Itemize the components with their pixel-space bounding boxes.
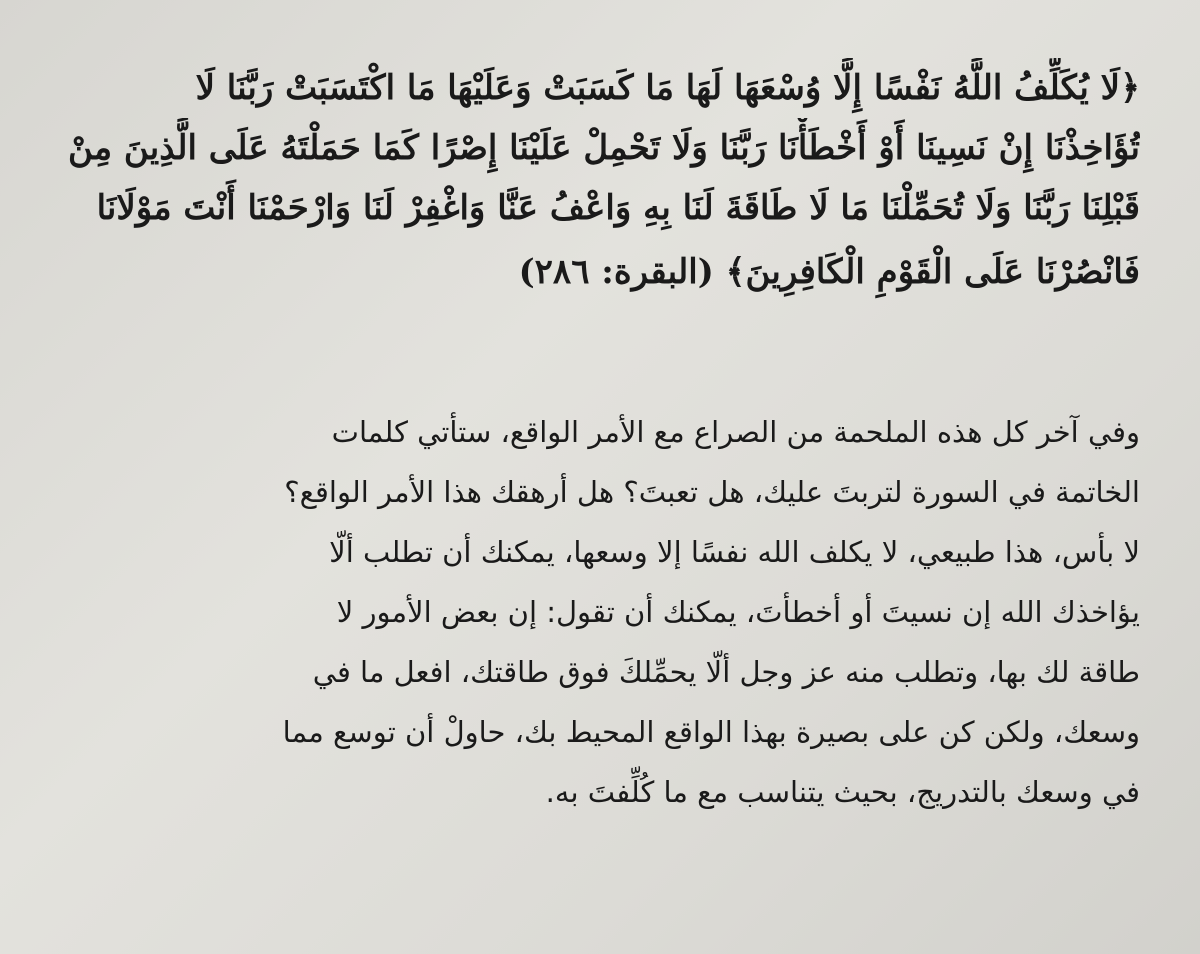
paragraph-line-1: وفي آخر كل هذه الملحمة من الصراع مع الأمر الواقع، ستأتي كلمات (331, 415, 1140, 449)
verse-line-4-text: فَانْصُرْنَا عَلَى الْقَوْمِ الْكَافِرِينَ﴾ (725, 252, 1140, 292)
verse-reference: (البقرة: ٢٨٦) (518, 252, 714, 292)
paragraph-line-5: طاقة لك بها، وتطلب منه عز وجل ألّا يحمِّلكَ فوق طاقتك، افعل ما في (312, 655, 1140, 689)
verse-line-1: ﴿لَا يُكَلِّفُ اللَّهُ نَفْسًا إِلَّا وُسْعَهَا لَهَا مَا كَسَبَتْ وَعَلَيْهَا مَا اكْتَسَبَتْ رَبَّنَا لَا (195, 68, 1140, 108)
commentary-paragraph (50, 402, 1140, 822)
paragraph-line-4: يؤاخذك الله إن نسيتَ أو أخطأتَ، يمكنك أن تقول: إن بعض الأمور لا (336, 595, 1140, 629)
verse-line-2: تُؤَاخِذْنَا إِنْ نَسِينَا أَوْ أَخْطَأْنَا رَبَّنَا وَلَا تَحْمِلْ عَلَيْنَا إِصْرًا كَمَا حَمَلْتَهُ عَلَى الَّذِينَ مِنْ (67, 128, 1140, 168)
quran-verse-block (50, 58, 1140, 302)
paragraph-line-3: لا بأس، هذا طبيعي، لا يكلف الله نفسًا إلا وسعها، يمكنك أن تطلب ألّا (329, 535, 1140, 569)
verse-line-3: قَبْلِنَا رَبَّنَا وَلَا تُحَمِّلْنَا مَا لَا طَاقَةَ لَنَا بِهِ وَاعْفُ عَنَّا وَاغْفِرْ لَنَا وَارْحَمْنَا أَنْتَ مَوْلَانَا (96, 188, 1140, 228)
verse-line-4 (50, 242, 1140, 302)
paragraph-line-2: الخاتمة في السورة لتربتَ عليك، هل تعبتَ؟ هل أرهقك هذا الأمر الواقع؟ (284, 475, 1140, 509)
paragraph-line-6: وسعك، ولكن كن على بصيرة بهذا الواقع المحيط بك، حاولْ أن توسع مما (282, 715, 1140, 749)
paragraph-line-7: في وسعك بالتدريج، بحيث يتناسب مع ما كُلِّفتَ به. (545, 775, 1140, 809)
